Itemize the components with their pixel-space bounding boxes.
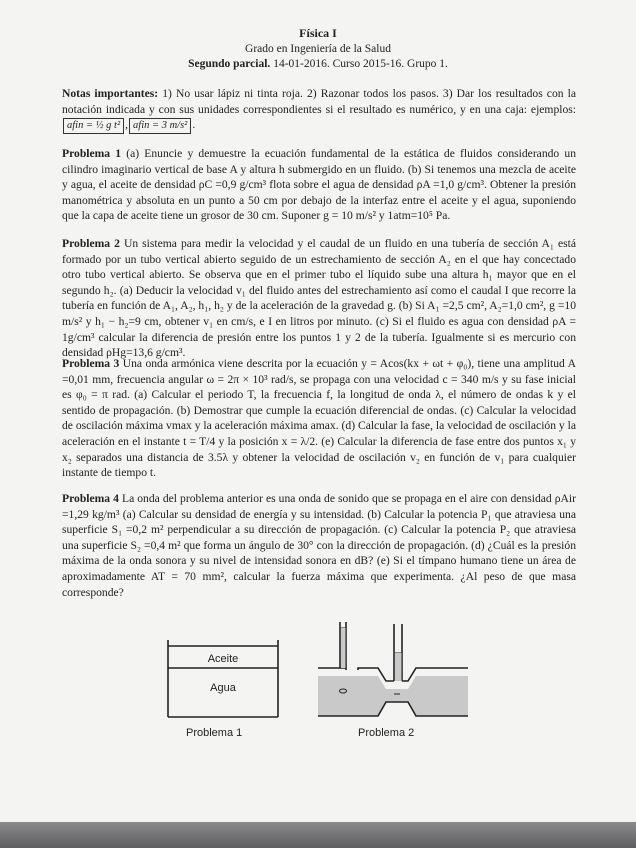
figure-1-container bbox=[168, 640, 278, 717]
exam-type: Segundo parcial. bbox=[188, 58, 271, 70]
figure-2-venturi bbox=[318, 622, 468, 716]
problem-2-label: Problema 2 bbox=[62, 237, 120, 250]
problem-1-label: Problema 1 bbox=[62, 147, 122, 160]
problem-2-text: Un sistema para medir la velocidad y el caudal de un fluido en una tubería de sección A₁ está formado por un tubo vertical abierto seguido de un estrechamiento de sección A₂ en el que hay concectado otro tubo vertical abierto. Se observa que en el primer tubo el líquido sube una altura h₁ mayor que en el segundo h₂. (a) Deducir la velocidad v₁ del fluido antes del estrechamiento así como el caudal I que recorre la tubería en función de A₁, A₂, h₁, h₂ y de la aceleración de la gravedad g. (b) Si A₁ =2,5 cm², A₂=1,0 cm², g =10 m/s² y h₁ − h₂=9 cm, obtener v₁ en cm/s, e I en litros por minuto. (c) Si el fluido es agua con densidad ρA = 1g/cm³ calcular la diferencia de presión entre los puntos 1 y 2 de la tubería. Igualmente si es mercurio con densidad ρHg=13,6 g/cm³. bbox=[62, 237, 576, 360]
problem-3-text: Una onda armónica viene descrita por la ecuación y = Acos(kx + ωt + φ₀), tiene una amplitud A =0,01 mm, frecuencia angular ω = 2π × 10³ rad/s, se propaga con una velocidad c = 340 m/s y su fase inicial es φ₀ = π rad. (a) Calcular el periodo T, la frecuencia f, la longitud de onda λ, el número de ondas k y el sentido de propagación. (b) Demostrar que cumple la ecuación diferencial de ondas. (c) Calcular la velocidad de oscilación máxima vmax y la aceleración máxima amax. (d) Calcular la fase, la velocidad de oscilación y la aceleración en el instante t = T/4 y la posición x = λ/2. (e) Calcular la diferencia de fase entre dos puntos x₁ y x₂ separados una distancia de 3.5λ y obtener la velocidad de oscilación v₂ en función de v₁ para cualquier instante de tiempo t. bbox=[62, 357, 576, 480]
course-title: Física I bbox=[299, 26, 337, 40]
example-formula-box-1: afin = ½ g t² bbox=[63, 118, 124, 134]
important-notes: Notas importantes: 1) No usar lápiz ni tinta roja. 2) Razonar todos los pasos. 3) Dar los resultados con la notación indicada y con sus unidades correspondientes si el resultado es numérico, y en una caja: ejemplos: afin = ½ g t² , afin = 3 m/s² . bbox=[62, 86, 576, 134]
figure-2-caption: Problema 2 bbox=[358, 727, 415, 739]
problem-1-text: (a) Enuncie y demuestre la ecuación fundamental de la estática de fluidos considerando un cilindro imaginario vertical de base A y altura h submergido en un fluido. (b) Si tenemos una mezcla de aceite y agua, el aceite de densidad ρC =0,9 g/cm³ flota sobre el agua de densidad ρA =1,0 g/cm³. Obtener la presión manométrica y absoluta en un punto a 50 cm por debajo de la interfaz entre el aceite y el agua, suponiendo que la capa de aceite tiene un grosor de 30 cm. Suponer g = 10 m/s² y 1atm=10⁵ Pa. bbox=[62, 147, 576, 223]
oil-layer-label: Aceite bbox=[207, 653, 239, 665]
water-layer-label: Agua bbox=[210, 682, 236, 694]
figure-1-caption: Problema 1 bbox=[186, 727, 243, 739]
notes-text: 1) No usar lápiz ni tinta roja. 2) Razonar todos los pasos. 3) Dar los resultados con la notación indicada y con sus unidades correspondientes si el resultado es numérico, y en una caja: ejemplos: bbox=[62, 87, 576, 116]
problem-4-text: La onda del problema anterior es una onda de sonido que se propaga en el aire con densidad ρAir =1,29 kg/m³ (a) Calcular su densidad de energía y su intensidad. (b) Calcular la potencia P₁ que atraviesa una superficie S₁ =0,2 m² perpendicular a su dirección de propagación. (c) Calcular la potencia P₂ que atraviesa una superficie S₂ =0,4 m² que forma un ángulo de 30° con la dirección de propagación. (d) ¿Cuál es la presión máxima de la onda sonora y su nivel de intensidad sonora en dB? (e) Si el tímpano humano tiene un área de aproximadamente AT = 70 mm², calcular la fuerza máxima que experimenta. ¿Al peso de que masa corresponde? bbox=[62, 492, 576, 599]
notes-label: Notas importantes: bbox=[62, 87, 159, 100]
table-edge-shadow bbox=[0, 822, 636, 848]
problem-3-label: Problema 3 bbox=[62, 357, 120, 370]
problem-4-label: Problema 4 bbox=[62, 492, 119, 505]
exam-date-course: 14-01-2016. Curso 2015-16. Grupo 1. bbox=[270, 58, 448, 70]
degree-title: Grado en Ingeniería de la Salud bbox=[245, 43, 391, 55]
example-formula-box-2: afin = 3 m/s² bbox=[129, 118, 191, 134]
